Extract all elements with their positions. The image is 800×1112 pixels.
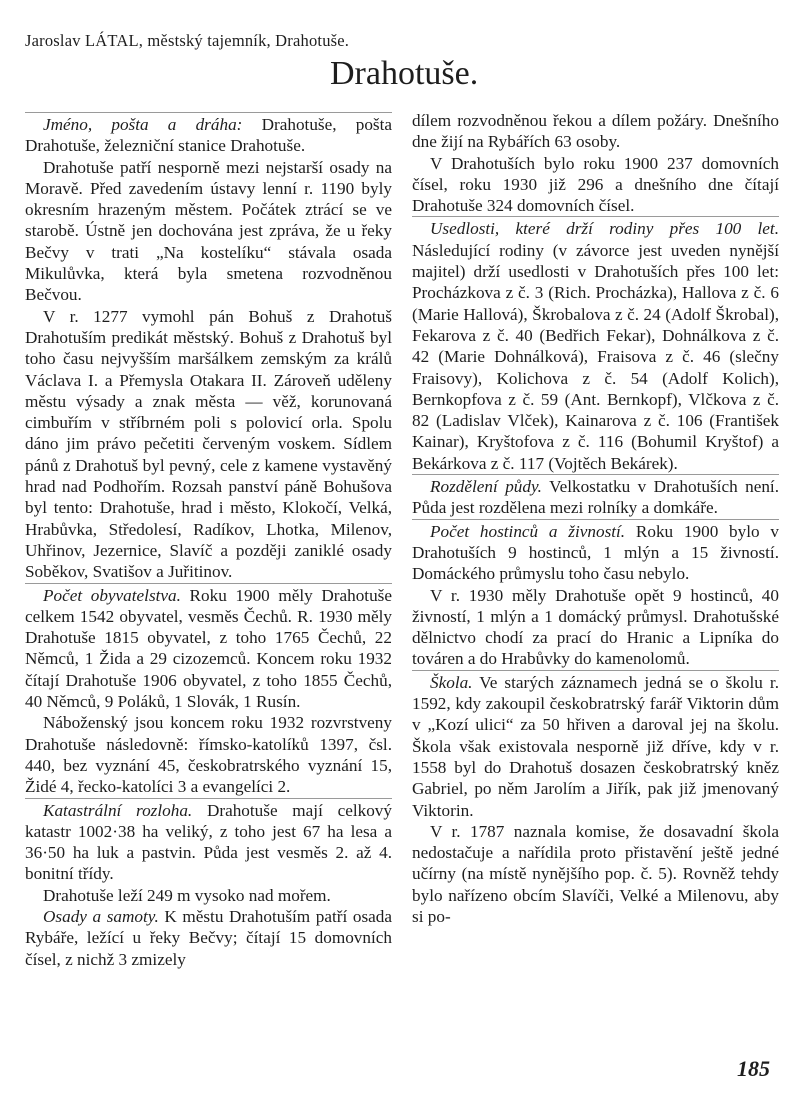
left-column	[25, 112, 392, 970]
paragraph-school-1787	[412, 821, 779, 927]
paragraph-text: V r. 1787 naznala komise, že dosavadní škola nedostačuje a nařídila proto přistavění ještě jedné učírny (na místě nynějšího pop. č. 5). Rovněž tehdy bylo nařízeno obcím Slavíči, Velké a Milenovu, aby si po-	[412, 821, 779, 926]
paragraph-religion	[25, 712, 392, 797]
paragraph-label: Jméno, pošta a dráha:	[43, 115, 243, 134]
paragraph-label: Počet obyvatelstva.	[43, 585, 181, 605]
author-byline: Jaroslav LÁTAL, městský tajemník, Drahotuše.	[25, 31, 350, 50]
paragraph-trades-1930	[412, 585, 779, 670]
paragraph-text: V r. 1930 měly Drahotuše opět 9 hostinců, 40 živností, 1 mlýn a 1 domácký průmysl. Drahotušské dělnictvo chodí za prací do Hranic a Lipníka do továren a do Hrabůvky do kamenolomů.	[412, 585, 779, 669]
paragraph-settlements	[25, 906, 392, 970]
right-column	[412, 110, 779, 927]
paragraph-text: Ve starých záznamech jedná se o školu r. 1592, kdy zakoupil českobratrský farář Viktorin dům v „Kozí ulici“ za 50 hřiven a daroval jej na školu. Škola však existovala nesporně již dříve, kdy v r. 1558 byl do Drahotuš dosazen českobratrský kněz Gabriel, po něm Jarolím a Jiřík, pak již jmenovaný Viktorin.	[412, 672, 779, 820]
paragraph-name-post-rail	[25, 112, 392, 157]
paragraph-text: K městu Drahotuším patří osada Rybáře, ležící u řeky Bečvy; čítají 15 domovních čísel, z nichž 3 zmizely	[25, 906, 392, 969]
paragraph-text: Náboženský jsou koncem roku 1932 rozvrstveny Drahotuše následovně: římsko-katolíků 1397, čsl. 440, bez vyznání 45, českobratrského vyznání 15, Židé 4, řecko-katolíci 3 a evangelíci 2.	[25, 713, 392, 797]
paragraph-text: Drahotuše leží 249 m vysoko nad mořem.	[43, 885, 331, 905]
paragraph-text: Drahotuše mají celkový katastr 1002·38 ha veliký, z toho jest 67 ha lesa a 36·50 ha luk a pastvin. Půda jest vesměs 2. až 4. bonitní třídy.	[25, 800, 392, 884]
paragraph-label: Katastrální rozloha.	[43, 800, 193, 820]
paragraph-house-numbers	[412, 153, 779, 217]
paragraph-text: Drahotuše, pošta Drahotuše, železniční stanice Drahotuše.	[25, 115, 393, 156]
page-number: 185	[737, 1056, 770, 1081]
paragraph-text: V Drahotuších bylo roku 1900 237 domovních čísel, roku 1930 již 296 a dnešního dne čítají Drahotuše 324 domovních čísel.	[412, 153, 779, 216]
paragraph-label: Rozdělení půdy.	[430, 477, 542, 497]
page-title: Drahotuše.	[330, 55, 479, 92]
paragraph-text: V r. 1277 vymohl pán Bohuš z Drahotuš Drahotuším predikát městský. Bohuš z Drahotuš byl toho času nejvyšším maršálkem zemským za králů Václava I. a Přemysla Otakara II. Zároveň uděleny městu výsady a znak města — věž, korunovaná cimbuřím v stříbrném poli s polovicí orla. Spolu dáno jim právo pečetiti červeným voskem. Sídlem pánů z Drahotuš byl pevný, cele z kamene vystavěný hrad nad Podhořím. Rozsah panství páně Bohušova byl tento: Drahotuše, hrad i město, Klokočí, Velká, Hrabůvka, Středolesí, Radíkov, Lhotka, Milenov, Uhřinov, Jezernice, Slavíč a později zaniklé osady Soběkov, Svatišov a Juřitinov.	[25, 306, 392, 582]
paragraph-text: dílem rozvodněnou řekou a dílem požáry. Dnešního dne žijí na Rybářích 63 osoby.	[412, 111, 779, 152]
paragraph-population	[25, 583, 392, 713]
paragraph-history	[25, 157, 392, 306]
paragraph-land-division	[412, 474, 779, 519]
paragraph-cadastre	[25, 798, 392, 885]
paragraph-label: Usedlosti, které drží rodiny přes 100 let.	[430, 219, 779, 239]
paragraph-privileges	[25, 306, 392, 583]
paragraph-text: Roku 1900 bylo v Drahotuších 9 hostinců, 1 mlýn a 15 živností. Domáckého průmyslu toho času nebylo.	[412, 521, 779, 584]
paragraph-text: Roku 1900 měly Drahotuše celkem 1542 obyvatel, vesměs Čechů. R. 1930 měly Drahotuše 1815 obyvatel, z toho 1765 Čechů, 22 Němců, 1 Žida a 29 cizozemců. Koncem roku 1932 čítají Drahotuše 1906 obyvatel, z toho 1855 Čechů, 40 Němců, 9 Poláků, 1 Slovák, 1 Rusín.	[25, 585, 392, 712]
paragraph-text: Drahotuše patří nesporně mezi nejstarší osady na Moravě. Před zavedením ústavy lenní r. 1190 byly okresním hrazeným městem. Počátek ztrácí se ve starobě. Ústně jen dochována jest zpráva, že u řeky Bečvy v trati „Na kostelíku“ stávala osada Mikulůvka, která byla smetena rozvodněnou Bečvou.	[25, 157, 392, 305]
paragraph-school	[412, 670, 779, 821]
paragraph-inns-trades	[412, 519, 779, 585]
paragraph-label: Škola.	[430, 672, 473, 692]
paragraph-altitude	[25, 885, 392, 906]
paragraph-text: Velkostatku v Drahotuších není. Půda jest rozdělena mezi rolníky a domkáře.	[412, 477, 779, 518]
paragraph-homesteads	[412, 216, 779, 474]
paragraph-label: Osady a samoty.	[43, 906, 159, 926]
paragraph-text: Následující rodiny (v závorce jest uveden nynější majitel) drží usedlosti v Drahotuších přes 100 let: Procházkova z č. 3 (Rich. Procházka), Hallova z č. 6 (Marie Hallová), Škrobalova z č. 24 (Adolf Škrobal), Fekarova z č. 40 (Bedřich Fekar), Dohnálkova z č. 42 (Marie Dohnálková), Fraisova z č. 46 (slečny Fraisovy), Kolichova z č. 54 (Adolf Kolich), Bernkopfova z č. 59 (Ant. Bernkopf), Vlčkova z č. 82 (Ladislav Vlček), Kainarova z č. 106 (František Kainar), Kryštofova z č. 116 (Bohumil Kryštof) a Bekárkova z č. 117 (Vojtěch Bekárek).	[412, 240, 779, 473]
paragraph-label: Počet hostinců a živností.	[430, 521, 626, 541]
paragraph-continuation	[412, 110, 779, 153]
